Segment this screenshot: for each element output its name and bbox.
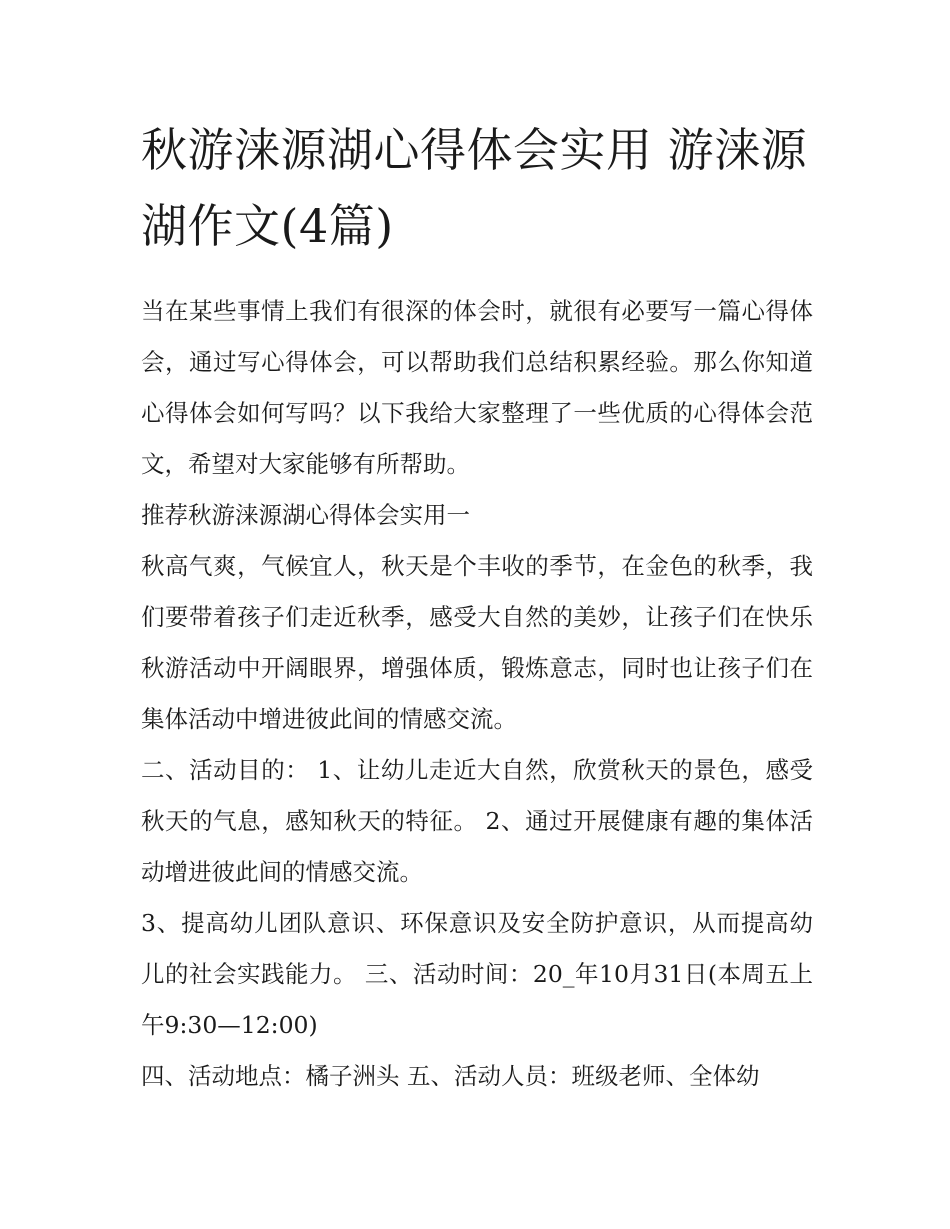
activity-location-paragraph: 四、活动地点：橘子洲头 五、活动人员：班级老师、全体幼 <box>141 1062 760 1090</box>
document-body <box>141 286 813 1102</box>
document-page <box>141 112 813 1102</box>
body-paragraph: 秋高气爽，气候宜人，秋天是个丰收的季节，在金色的秋季，我们要带着孩子们走近秋季，感受大自然的美妙，让孩子们在快乐秋游活动中开阔眼界，增强体质，锻炼意志，同时也让孩子们在集体活动中增进彼此间的情感交流。 <box>141 552 813 733</box>
section-heading: 推荐秋游涞源湖心得体会实用一 <box>141 501 470 529</box>
intro-paragraph: 当在某些事情上我们有很深的体会时，就很有必要写一篇心得体会，通过写心得体会，可以帮助我们总结积累经验。那么你知道心得体会如何写吗？以下我给大家整理了一些优质的心得体会范文，希望对大家能够有所帮助。 <box>141 297 813 478</box>
activity-time-paragraph: 3、提高幼儿团队意识、环保意识及安全防护意识，从而提高幼儿的社会实践能力。 三、活动时间：20_年10月31日(本周五上午9:30—12:00) <box>141 909 813 1039</box>
activity-purpose-paragraph: 二、活动目的： 1、让幼儿走近大自然，欣赏秋天的景色，感受秋天的气息，感知秋天的特征。 2、通过开展健康有趣的集体活动增进彼此间的情感交流。 <box>141 756 813 886</box>
document-title: 秋游涞源湖心得体会实用 游涞源湖作文(4篇) <box>141 123 808 253</box>
